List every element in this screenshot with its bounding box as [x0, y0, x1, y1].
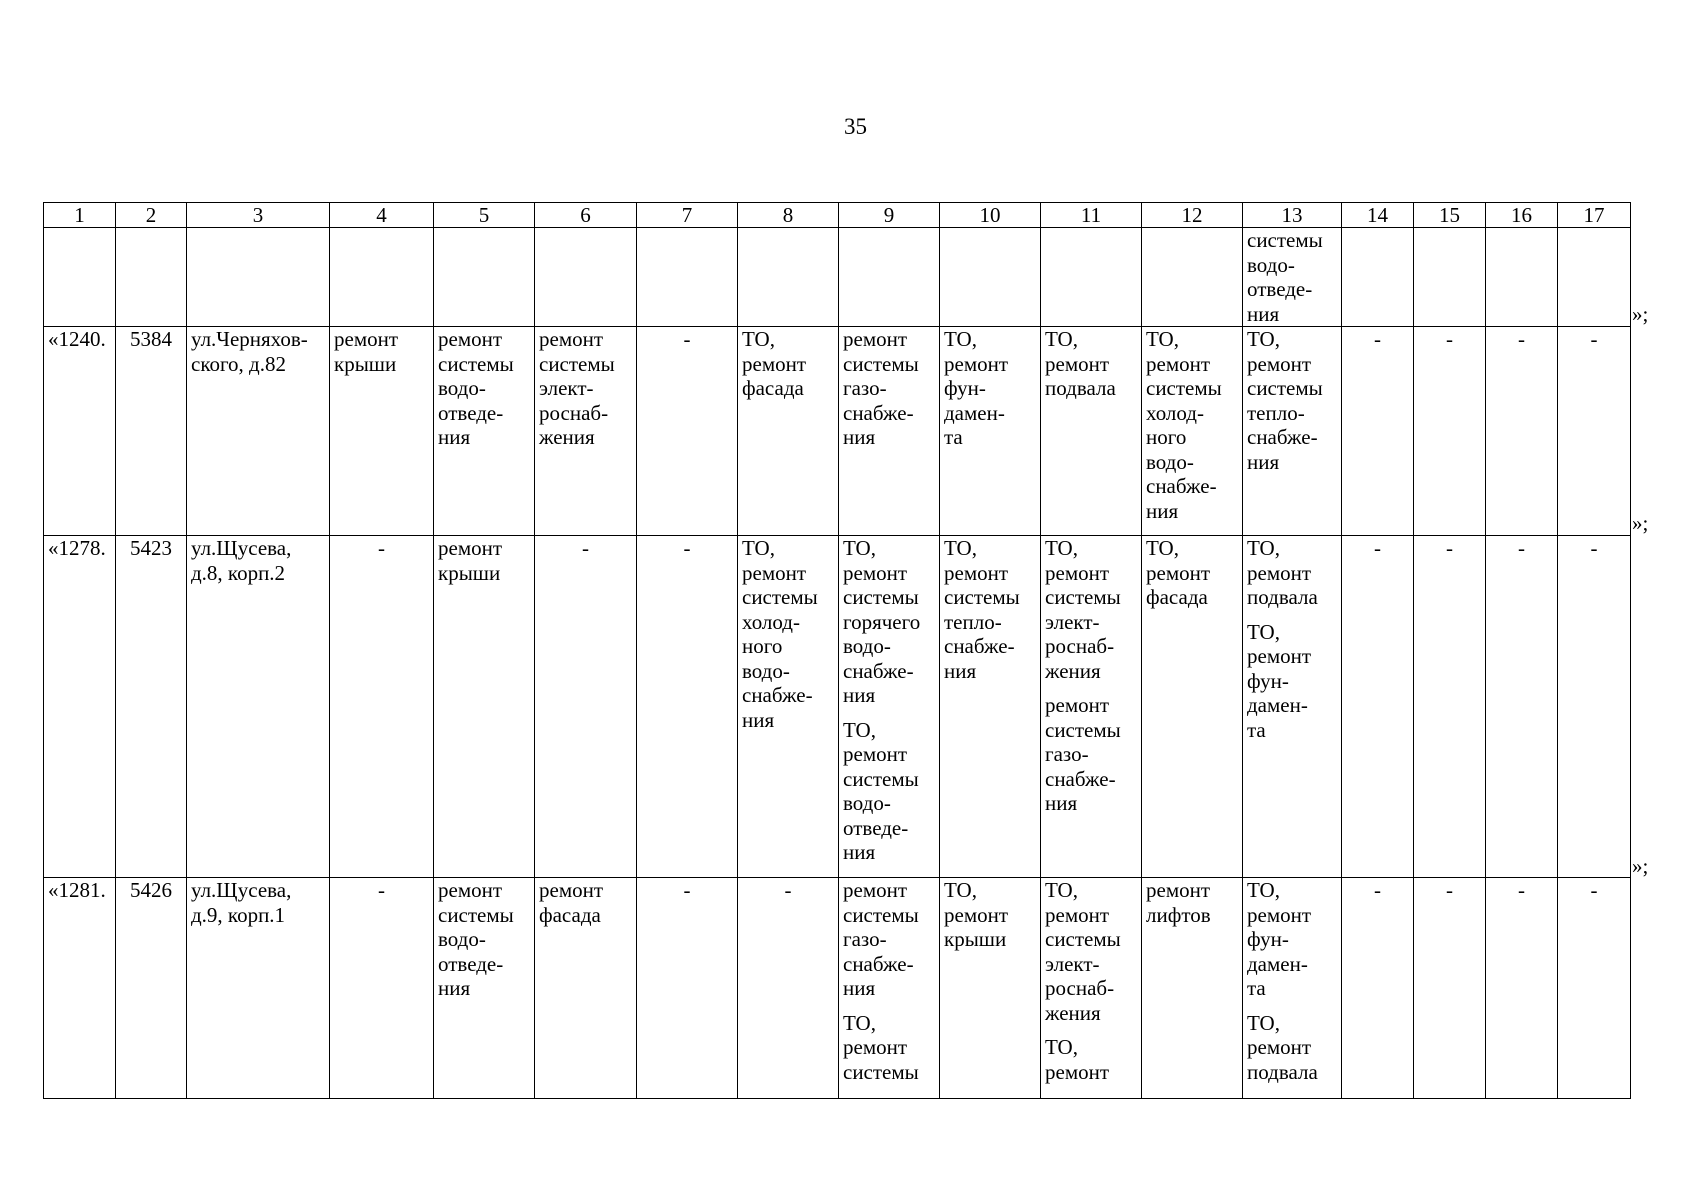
- table-cell: [330, 228, 434, 327]
- cell-line: 5423: [130, 536, 172, 560]
- cell-line: ремонт: [1247, 1035, 1312, 1059]
- cell-line: ремонт: [1045, 1059, 1110, 1084]
- table-cell: -: [1486, 536, 1558, 878]
- table-cell: -: [637, 536, 738, 878]
- cell-paragraph: [944, 536, 1036, 683]
- cell-line: холод-: [1146, 400, 1204, 425]
- table-cell: [187, 878, 330, 1099]
- table-cell: [116, 878, 187, 1099]
- cell-line: системы: [539, 351, 615, 376]
- row-closing-mark: »;: [1632, 302, 1649, 326]
- cell-paragraph: [742, 536, 834, 732]
- cell-paragraph: [1247, 327, 1337, 474]
- column-number-cell: 17: [1558, 203, 1631, 228]
- cell-line: 5384: [130, 327, 172, 351]
- table-cell: -: [1558, 327, 1631, 536]
- cell-paragraph: [48, 327, 111, 352]
- table-cell: [434, 536, 535, 878]
- column-number-cell: 16: [1486, 203, 1558, 228]
- table-row: [44, 228, 1631, 327]
- table-cell: [1142, 878, 1243, 1099]
- column-number-cell: 8: [738, 203, 839, 228]
- table-cell: -: [535, 536, 637, 878]
- table-cell: [1041, 228, 1142, 327]
- table-cell: [1243, 228, 1342, 327]
- cell-line: ного: [1146, 425, 1187, 449]
- cell-line: ТО,: [1146, 536, 1179, 560]
- column-number-cell: 15: [1414, 203, 1486, 228]
- cell-paragraph: [843, 878, 935, 1001]
- cell-paragraph: [1045, 693, 1137, 816]
- cell-line: фасада: [1146, 585, 1208, 609]
- cell-line: отведе-: [843, 815, 909, 840]
- cell-paragraph: [120, 327, 182, 352]
- cell-line: тепло-: [944, 609, 1002, 634]
- table-cell: -: [1558, 878, 1631, 1099]
- cell-line: та: [944, 425, 963, 449]
- column-number-cell: 10: [940, 203, 1041, 228]
- cell-line: системы: [1045, 927, 1121, 951]
- cell-line: фасада: [742, 376, 804, 400]
- table-cell: [839, 327, 940, 536]
- table-cell: [1414, 228, 1486, 327]
- cell-paragraph: [191, 327, 325, 376]
- cell-paragraph: [48, 536, 111, 561]
- table-cell: [940, 536, 1041, 878]
- cell-line: «1278.: [48, 536, 106, 560]
- cell-line: снабже-: [1045, 766, 1116, 791]
- cell-line: ремонт: [1146, 878, 1211, 902]
- cell-line: ремонт: [1146, 351, 1211, 376]
- cell-line: ния: [944, 658, 977, 683]
- cell-line: ТО,: [1045, 878, 1078, 902]
- table-cell: [434, 228, 535, 327]
- cell-line: ния: [438, 976, 471, 1000]
- row-closing-mark: »;: [1632, 511, 1649, 535]
- table-cell: [1486, 228, 1558, 327]
- cell-paragraph: [843, 536, 935, 708]
- table-cell: [1041, 327, 1142, 536]
- table-cell: -: [330, 878, 434, 1099]
- cell-line: ремонт: [1146, 560, 1211, 585]
- table-cell: [940, 327, 1041, 536]
- cell-line: снабже-: [843, 400, 914, 425]
- table-cell: -: [1486, 327, 1558, 536]
- table-cell: [434, 327, 535, 536]
- column-number-cell: 4: [330, 203, 434, 228]
- cell-line: снабже-: [843, 658, 914, 683]
- cell-line: холод-: [742, 609, 800, 634]
- cell-line: водо-: [438, 376, 486, 400]
- cell-paragraph: [742, 327, 834, 401]
- cell-line: ремонт: [1045, 693, 1110, 717]
- table-cell: [839, 536, 940, 878]
- cell-line: ремонт: [334, 327, 399, 351]
- cell-line: ремонт: [944, 902, 1009, 927]
- cell-line: системы: [843, 585, 919, 609]
- cell-line: дамен-: [1247, 951, 1308, 976]
- cell-line: ния: [438, 425, 471, 449]
- cell-line: та: [1247, 717, 1266, 742]
- cell-paragraph: [1247, 878, 1337, 1001]
- cell-paragraph: [843, 1011, 935, 1085]
- cell-line: элект-: [1045, 951, 1100, 976]
- column-number-cell: 3: [187, 203, 330, 228]
- cell-line: системы: [742, 585, 818, 609]
- table-cell: [738, 327, 839, 536]
- table-cell: [535, 327, 637, 536]
- cell-line: подвала: [1045, 376, 1116, 400]
- cell-line: фасада: [539, 902, 601, 927]
- table-cell: [116, 536, 187, 878]
- table-cell: -: [637, 878, 738, 1099]
- cell-line: элект-: [1045, 609, 1100, 634]
- cell-line: системы: [1247, 376, 1323, 400]
- cell-line: ния: [1045, 791, 1078, 815]
- cell-paragraph: [438, 536, 530, 585]
- cell-paragraph: [438, 327, 530, 450]
- cell-line: крыши: [438, 560, 501, 585]
- cell-line: жения: [1045, 1000, 1101, 1025]
- cell-paragraph: [120, 878, 182, 903]
- column-number-cell: 14: [1342, 203, 1414, 228]
- cell-line: ния: [1247, 449, 1280, 474]
- cell-paragraph: [120, 536, 182, 561]
- cell-line: 5426: [130, 878, 172, 902]
- cell-line: системы: [1045, 717, 1121, 742]
- cell-line: ТО,: [1045, 1035, 1078, 1059]
- cell-line: д.8, корп.2: [191, 560, 286, 585]
- cell-line: водо-: [1146, 449, 1194, 474]
- cell-line: элект-: [539, 376, 594, 400]
- cell-line: крыши: [334, 351, 397, 376]
- cell-paragraph: [843, 718, 935, 865]
- table-cell: [1243, 327, 1342, 536]
- cell-paragraph: [539, 878, 632, 927]
- cell-paragraph: [843, 327, 935, 450]
- cell-line: ТО,: [1045, 536, 1078, 560]
- table-cell: [738, 228, 839, 327]
- cell-line: ремонт: [843, 742, 908, 766]
- cell-line: дамен-: [1247, 693, 1308, 717]
- cell-line: ского, д.82: [191, 351, 286, 376]
- cell-line: ремонт: [1045, 902, 1110, 927]
- cell-line: ТО,: [1247, 878, 1280, 902]
- table-cell: [1142, 536, 1243, 878]
- cell-line: отведе-: [1247, 277, 1313, 301]
- cell-line: водо-: [438, 927, 486, 951]
- cell-line: ТО,: [1247, 619, 1280, 644]
- cell-line: крыши: [944, 927, 1007, 951]
- table-cell: [434, 878, 535, 1099]
- column-number-cell: 1: [44, 203, 116, 228]
- table-row: [44, 327, 1631, 536]
- table-cell: [1041, 536, 1142, 878]
- cell-line: ремонт: [1045, 351, 1110, 376]
- cell-line: роснаб-: [539, 400, 609, 425]
- cell-line: ТО,: [944, 878, 977, 902]
- table-cell: -: [1342, 327, 1414, 536]
- cell-line: ния: [1146, 498, 1179, 523]
- table-cell: [44, 228, 116, 327]
- column-number-cell: 2: [116, 203, 187, 228]
- cell-line: системы: [843, 1059, 919, 1084]
- cell-paragraph: [1146, 327, 1238, 523]
- cell-line: ТО,: [742, 536, 775, 560]
- table-cell: [1342, 228, 1414, 327]
- cell-line: ного: [742, 634, 783, 658]
- cell-paragraph: [48, 878, 111, 903]
- table-row: [44, 878, 1631, 1099]
- cell-line: ремонт: [843, 327, 908, 351]
- cell-line: системы: [843, 351, 919, 376]
- cell-line: системы: [1146, 376, 1222, 400]
- cell-line: ремонт: [539, 878, 604, 902]
- cell-paragraph: [1247, 228, 1337, 326]
- cell-line: снабже-: [944, 634, 1015, 658]
- cell-line: водо-: [742, 658, 790, 683]
- cell-line: ния: [843, 683, 876, 707]
- table-cell: [187, 536, 330, 878]
- cell-line: ул.Щусева,: [191, 536, 292, 560]
- cell-line: водо-: [1247, 252, 1295, 277]
- cell-line: дамен-: [944, 400, 1005, 425]
- cell-line: горячего: [843, 609, 921, 634]
- cell-paragraph: [1045, 327, 1137, 401]
- cell-line: системы: [438, 902, 514, 927]
- cell-paragraph: [1146, 878, 1238, 927]
- table-cell: [1243, 536, 1342, 878]
- table-cell: [1041, 878, 1142, 1099]
- table-cell: -: [330, 536, 434, 878]
- table-cell: -: [1414, 327, 1486, 536]
- cell-line: тепло-: [1247, 400, 1305, 425]
- column-number-cell: 11: [1041, 203, 1142, 228]
- page-number: 35: [844, 114, 867, 139]
- cell-line: системы: [1045, 585, 1121, 609]
- cell-line: роснаб-: [1045, 634, 1115, 658]
- cell-paragraph: [438, 878, 530, 1001]
- cell-line: ремонт: [843, 1035, 908, 1059]
- table-cell: [535, 878, 637, 1099]
- cell-paragraph: [1247, 536, 1337, 610]
- cell-line: ремонт: [1045, 560, 1110, 585]
- column-number-cell: 12: [1142, 203, 1243, 228]
- cell-line: ТО,: [843, 1010, 876, 1035]
- cell-line: жения: [539, 425, 595, 449]
- cell-line: системы: [843, 902, 919, 927]
- cell-line: ТО,: [1247, 1010, 1280, 1035]
- column-number-cell: 9: [839, 203, 940, 228]
- table-cell: [187, 228, 330, 327]
- cell-line: ул.Щусева,: [191, 878, 292, 902]
- cell-line: ния: [843, 840, 876, 864]
- cell-line: ния: [742, 707, 775, 732]
- table-cell: -: [1486, 878, 1558, 1099]
- table-cell: [940, 878, 1041, 1099]
- cell-line: снабже-: [742, 683, 813, 707]
- cell-line: газо-: [843, 376, 887, 400]
- cell-line: отведе-: [438, 400, 504, 425]
- cell-line: снабже-: [1247, 425, 1318, 449]
- cell-line: ТО,: [742, 327, 775, 351]
- table-cell: [839, 228, 940, 327]
- cell-line: отведе-: [438, 951, 504, 976]
- cell-line: ремонт: [742, 351, 807, 376]
- cell-line: ремонт: [944, 351, 1009, 376]
- cell-line: ремонт: [438, 536, 503, 560]
- cell-line: ремонт: [1247, 644, 1312, 668]
- table-cell: [839, 878, 940, 1099]
- cell-line: ремонт: [539, 327, 604, 351]
- cell-line: ремонт: [944, 560, 1009, 585]
- cell-paragraph: [944, 327, 1036, 450]
- cell-line: газо-: [1045, 742, 1089, 766]
- cell-line: ремонт: [1247, 351, 1312, 376]
- column-number-cell: 5: [434, 203, 535, 228]
- cell-line: та: [1247, 976, 1266, 1000]
- cell-line: ремонт: [438, 878, 503, 902]
- table-cell: -: [1558, 536, 1631, 878]
- table-cell: [44, 536, 116, 878]
- cell-line: ТО,: [944, 536, 977, 560]
- table-cell: [187, 327, 330, 536]
- table-cell: [44, 327, 116, 536]
- cell-line: подвала: [1247, 585, 1318, 609]
- cell-line: системы: [944, 585, 1020, 609]
- table-cell: [1243, 878, 1342, 1099]
- cell-paragraph: [1247, 1011, 1337, 1085]
- cell-line: подвала: [1247, 1059, 1318, 1084]
- table-cell: [637, 228, 738, 327]
- table-cell: -: [1414, 878, 1486, 1099]
- cell-line: фун-: [1247, 668, 1289, 693]
- cell-paragraph: [1146, 536, 1238, 610]
- cell-line: ремонт: [1247, 560, 1312, 585]
- table-cell: [44, 878, 116, 1099]
- table-cell: -: [738, 878, 839, 1099]
- cell-line: лифтов: [1146, 902, 1211, 927]
- cell-line: ТО,: [1146, 327, 1179, 351]
- table-cell: [940, 228, 1041, 327]
- cell-line: ремонт: [1247, 902, 1312, 927]
- row-closing-mark: »;: [1632, 854, 1649, 878]
- cell-line: ремонт: [843, 560, 908, 585]
- cell-line: ТО,: [843, 717, 876, 742]
- cell-line: ния: [843, 425, 876, 449]
- cell-paragraph: [944, 878, 1036, 952]
- cell-line: «1240.: [48, 327, 106, 351]
- cell-line: роснаб-: [1045, 976, 1115, 1000]
- column-number-cell: 13: [1243, 203, 1342, 228]
- table-cell: -: [637, 327, 738, 536]
- cell-line: водо-: [843, 634, 891, 658]
- table-cell: -: [1414, 536, 1486, 878]
- column-number-cell: 6: [535, 203, 637, 228]
- cell-line: д.9, корп.1: [191, 902, 286, 927]
- column-number-row: [44, 203, 1631, 228]
- table-cell: [1558, 228, 1631, 327]
- table-cell: -: [1342, 536, 1414, 878]
- cell-line: «1281.: [48, 878, 106, 902]
- repair-schedule-table: [43, 202, 1631, 1099]
- table-cell: [1142, 327, 1243, 536]
- cell-line: снабже-: [843, 951, 914, 976]
- table-cell: [330, 327, 434, 536]
- cell-line: ТО,: [1247, 327, 1280, 351]
- cell-line: ТО,: [1247, 536, 1280, 560]
- cell-line: системы: [1247, 228, 1323, 252]
- cell-line: снабже-: [1146, 474, 1217, 498]
- cell-line: системы: [438, 351, 514, 376]
- cell-line: ул.Черняхов-: [191, 327, 308, 351]
- cell-line: ремонт: [742, 560, 807, 585]
- table-cell: -: [1342, 878, 1414, 1099]
- cell-line: фун-: [1247, 927, 1289, 951]
- column-number-cell: 7: [637, 203, 738, 228]
- cell-line: ТО,: [1045, 327, 1078, 351]
- cell-line: ния: [843, 976, 876, 1000]
- cell-paragraph: [539, 327, 632, 450]
- cell-line: водо-: [843, 791, 891, 815]
- table-cell: [738, 536, 839, 878]
- cell-line: ТО,: [843, 536, 876, 560]
- table-cell: [535, 228, 637, 327]
- cell-line: ремонт: [438, 327, 503, 351]
- cell-paragraph: [1045, 536, 1137, 683]
- cell-paragraph: [191, 878, 325, 927]
- cell-line: газо-: [843, 927, 887, 951]
- cell-line: ния: [1247, 301, 1280, 326]
- cell-paragraph: [1045, 878, 1137, 1025]
- table-cell: [116, 327, 187, 536]
- cell-line: жения: [1045, 658, 1101, 683]
- cell-paragraph: [1247, 620, 1337, 743]
- cell-line: системы: [843, 766, 919, 791]
- table-row: [44, 536, 1631, 878]
- cell-paragraph: [1045, 1035, 1137, 1084]
- cell-line: ремонт: [843, 878, 908, 902]
- table-cell: [116, 228, 187, 327]
- cell-line: фун-: [944, 376, 986, 400]
- cell-paragraph: [334, 327, 429, 376]
- cell-line: ТО,: [944, 327, 977, 351]
- table-cell: [1142, 228, 1243, 327]
- cell-paragraph: [191, 536, 325, 585]
